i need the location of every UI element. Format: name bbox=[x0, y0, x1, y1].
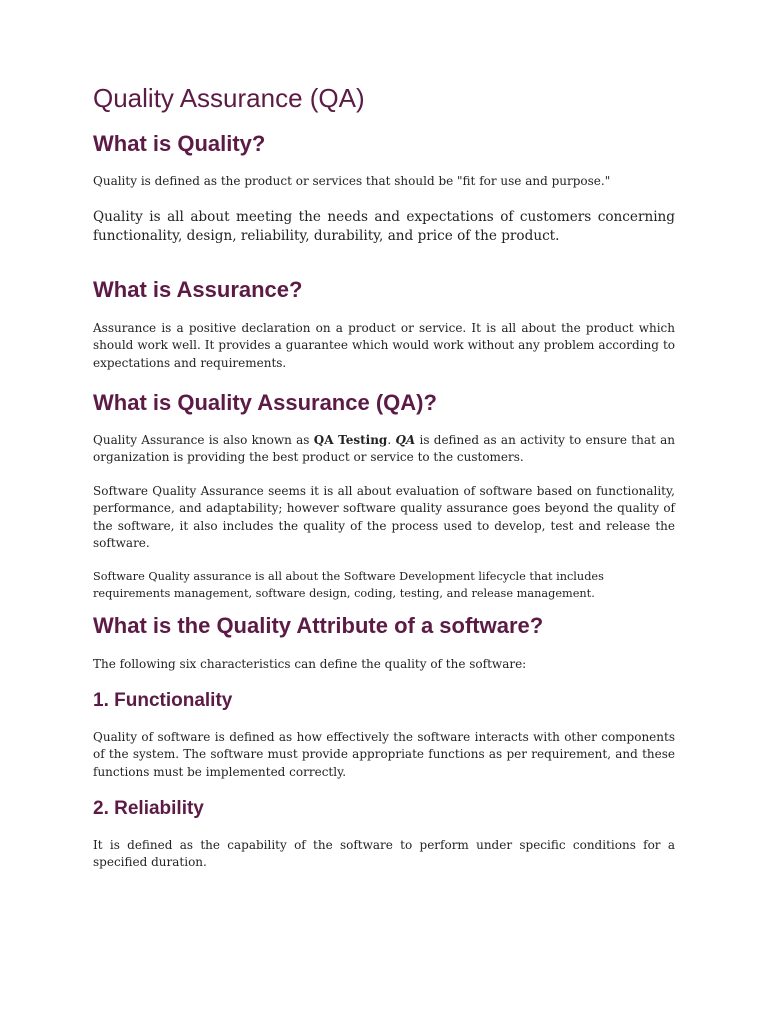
qa-p1-mid: . bbox=[387, 433, 396, 447]
qa-paragraph-3: Software Quality assurance is all about the Software Development lifecycle that includes requirements management, software design, coding, testing, and release management. bbox=[93, 570, 604, 600]
reliability-paragraph: It is defined as the capability of the software to perform under specific conditions for a specified duration. bbox=[93, 838, 675, 870]
heading-what-is-qa: What is Quality Assurance (QA)? bbox=[93, 390, 437, 415]
quality-paragraph-1: Quality is defined as the product or services that should be "fit for use and purpose." bbox=[93, 174, 611, 188]
heading-functionality: 1. Functionality bbox=[93, 690, 233, 711]
heading-reliability: 2. Reliability bbox=[93, 798, 204, 819]
document-title: Quality Assurance (QA) bbox=[93, 83, 365, 113]
qa-p1-post: is defined as an activity to ensure that an organization is providing the best product or service to the customers. bbox=[93, 433, 675, 465]
attributes-intro: The following six characteristics can define the quality of the software: bbox=[93, 657, 527, 671]
qa-paragraph-1 bbox=[93, 432, 675, 467]
functionality-paragraph: Quality of software is defined as how effectively the software interacts with other components of the system. The software must provide appropriate functions as per requirement, and these functions must be implemented correctly. bbox=[93, 730, 675, 779]
heading-what-is-assurance: What is Assurance? bbox=[93, 277, 303, 302]
qa-italic: QA bbox=[395, 433, 416, 447]
quality-paragraph-2: Quality is all about meeting the needs and expectations of customers concerning functionality, design, reliability, durability, and price of the product. bbox=[93, 209, 675, 244]
heading-what-is-quality: What is Quality? bbox=[93, 131, 266, 156]
qa-p1-pre: Quality Assurance is also known as bbox=[93, 433, 314, 447]
qa-testing-bold: QA Testing bbox=[313, 433, 388, 447]
heading-quality-attribute: What is the Quality Attribute of a software? bbox=[93, 613, 544, 638]
qa-paragraph-2: Software Quality Assurance seems it is all about evaluation of software based on functionality, performance, and adaptability; however software quality assurance goes beyond the quality of the software, it also includes the quality of the process used to develop, test and release the software. bbox=[93, 484, 675, 550]
assurance-paragraph-1: Assurance is a positive declaration on a product or service. It is all about the product which should work well. It provides a guarantee which would work without any problem according to expectations and requirements. bbox=[93, 321, 675, 370]
